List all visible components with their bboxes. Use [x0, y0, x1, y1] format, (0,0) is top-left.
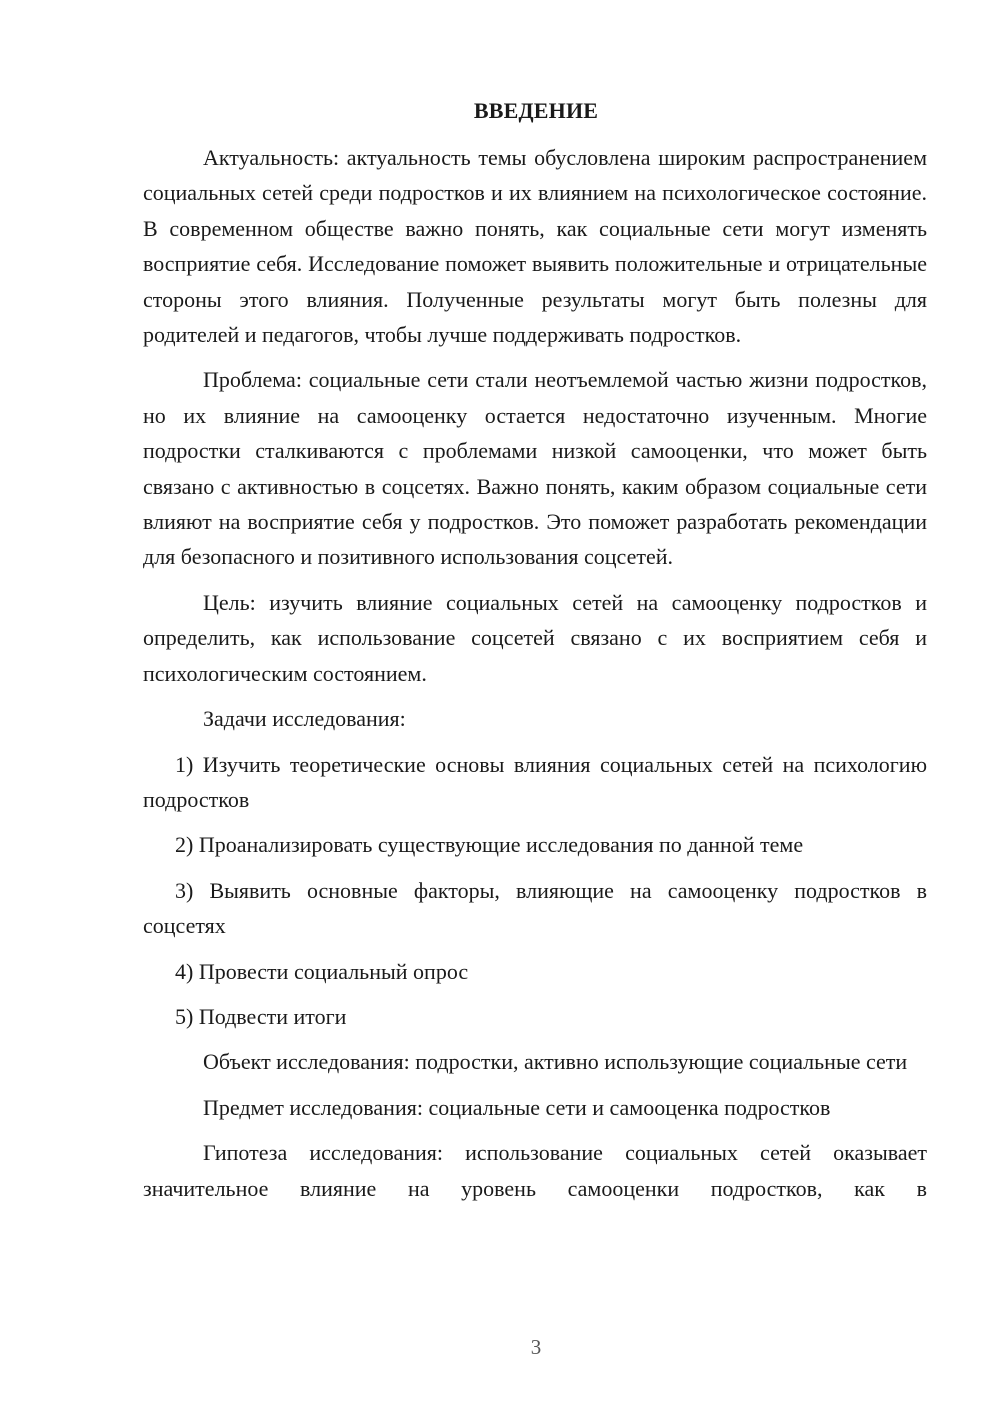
task-item-2: 2) Проанализировать существующие исследования по данной теме [175, 832, 804, 858]
paragraph-relevance: Актуальность: актуальность темы обусловлена широким распространением социальных сетей среди подростков и их влиянием на психологическое состояние. В современном обществе важно понять, как социальные сети могут изменять восприятие себя. Исследование поможет выявить положительные и отрицательные стороны этого влияния. Полученные результаты могут быть полезны для родителей и педагогов, чтобы лучше поддерживать подростков. [143, 145, 927, 348]
task-item-5: 5) Подвести итоги [175, 1003, 347, 1029]
page-number: 3 [530, 1335, 542, 1359]
task-item-3: 3) Выявить основные факторы, влияющие на самооценку подростков в соцсетях [143, 877, 927, 939]
document-body [143, 140, 927, 1206]
task-item-1: 1) Изучить теоретические основы влияния социальных сетей на психологию подростков [143, 751, 927, 812]
paragraph-hypothesis: Гипотеза исследования: использование социальных сетей оказывает значительное влияние на уровень самооценки подростков, как в [143, 1140, 927, 1201]
paragraph-object: Объект исследования: подростки, активно использующие социальные сети [203, 1049, 908, 1075]
page-title: ВВЕДЕНИЕ [473, 98, 599, 123]
paragraph-subject: Предмет исследования: социальные сети и самооценка подростков [203, 1094, 831, 1120]
paragraph-goal: Цель: изучить влияние социальных сетей на самооценку подростков и определить, как использование соцсетей связано с их восприятием себя и психологическим состоянием. [143, 589, 927, 686]
paragraph-tasks-heading: Задачи исследования: [203, 706, 406, 732]
paragraph-problem: Проблема: социальные сети стали неотъемлемой частью жизни подростков, но их влияние на самооценку остается недостаточно изученным. Многие подростки сталкиваются с проблемами низкой самооценки, что может быть связано с активностью в соцсетях. Важно понять, каким образом социальные сети влияют на восприятие себя у подростков. Это поможет разработать рекомендации для безопасного и позитивного использования соцсетей. [143, 367, 927, 570]
task-item-4: 4) Провести социальный опрос [175, 958, 469, 984]
